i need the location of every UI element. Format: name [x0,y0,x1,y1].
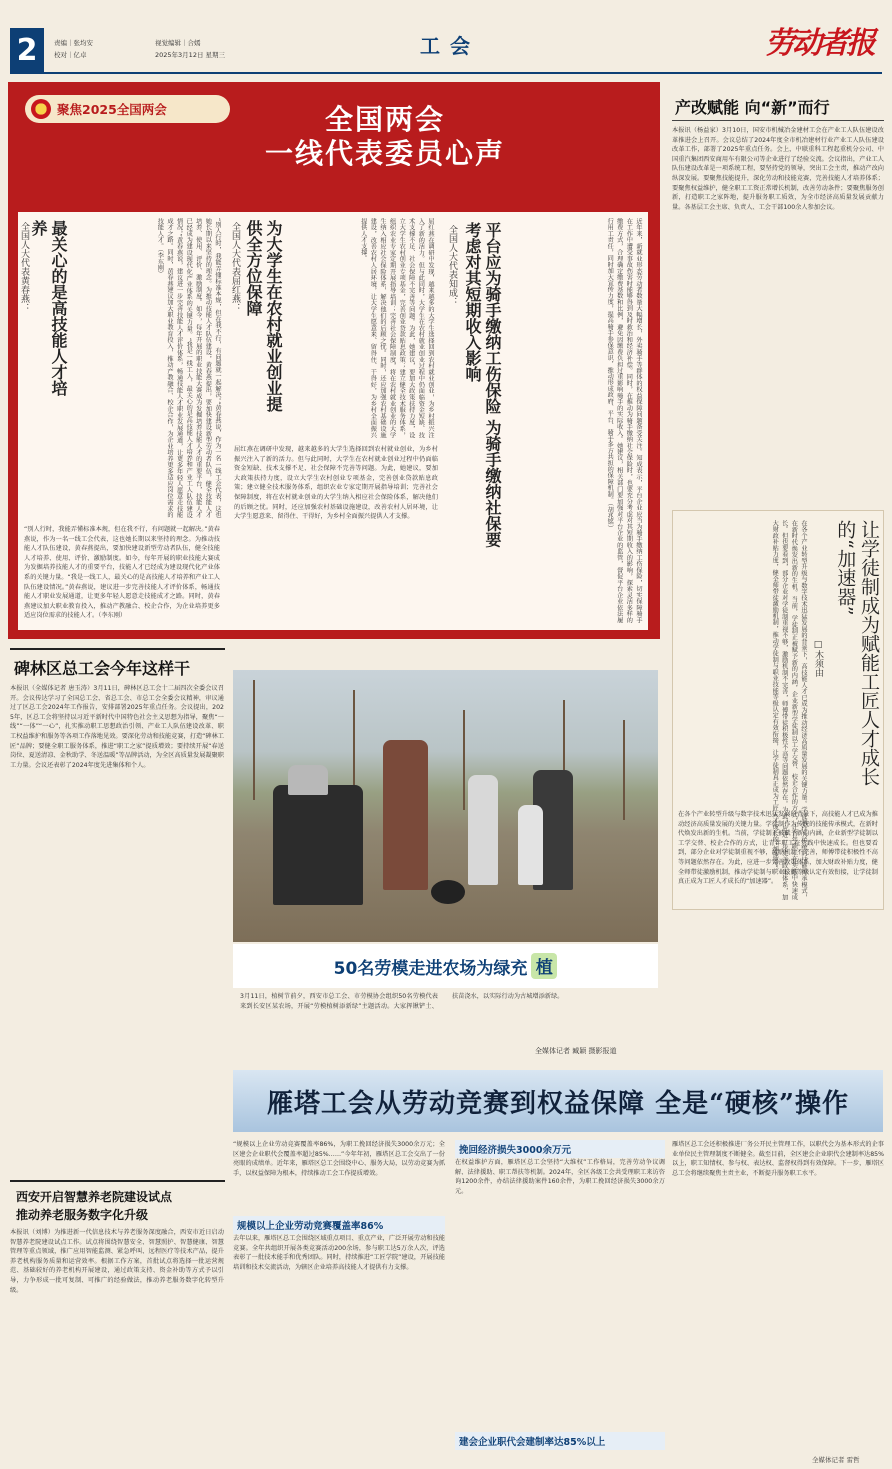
article-3-title: 平台应为骑手缴纳工伤保险 为骑手缴纳社保要考虑对其短期收入影响 [463,222,502,548]
nursing-body: 本报讯（刘博）为推进新一代信息技术与养老服务深度融合，西安市近日启动智慧养老院建设试点工作。试点将围绕智慧安全、智慧照护、智慧健康、智慧管理等重点领域，推广应用智能监测、紧急呼叫、远程医疗等技术产品，提升养老机构服务质量和运营效率。根据工作方案，首批试点将选择一批运营规范、基础较好的养老机构开展建设，通过政策支持、资金补助等方式予以引导，力争形成一批可复制、可推广的经验做法，推动养老服务数字化转型升级。 [10,1229,224,1294]
commentary-title: 让学徒制成为赋能工匠人才成长的“加速器” [834,520,880,786]
yanta-col-2: 去年以来，雁塔区总工会围绕区域重点项目、重点产业，广泛开展劳动和技能竞赛。全年共组织开展各类竞赛活动200余场，参与职工达5万余人次，评选表彰了一批技术能手和优秀团队。同时，持续推进“工匠学院”建设，开展技能培训和技术交流活动，为辖区企业培养高技能人才提供有力支撑。 [233,1235,445,1271]
article-2-body-cont: 屈红燕在调研中发现，越来越多的大学生选择回到农村就业创业，为乡村振兴注入了新的活力。但与此同时，大学生在农村就业创业过程中仍面临资金短缺、技术支撑不足、社会保障不完善等问题。为此，她建议，要加大政策扶持力度，设立大学生农村创业专项基金，完善创业贷款贴息政策；建立健全技术服务体系，组织农业专家定期开展指导培训；完善社会保障制度，将在农村就业创业的大学生纳入相应社会保险体系，解决他们的后顾之忧。同时，还应加强农村基础设施建设，改善农村人居环境，让大学生愿意来、留得住、干得好，为乡村全面振兴提供人才支撑。 [234,446,438,521]
yanta-col-1: “规模以上企业劳动竞赛覆盖率86%，为职工挽回经济损失3000余万元；全区建会企业职代会覆盖率超过85%……”今年年初，雁塔区总工会交出了一份亮眼的成绩单。近年来，雁塔区总工会围绕中心、服务大局，以劳动竞赛为抓手，以权益保障为根本，持续推动工会工作提质增效。 [233,1141,445,1177]
right-article-body: 本报讯（杨益家）3月10日，国安市机械冶金建材工会在产业工人队伍建设改革推进会上召开。会议总结了2024年度全市机冶建材行业产业工人队伍建设改革工作，部署了2025年重点任务。会上，中联重科工程起重机分公司、中国重汽集团西安商用车有限公司等企业进行了经验交流。会议指出，产业工人队伍建设改革是一项系统工程，要坚持党的领导，突出工会主责，推动产改向纵深发展。要聚焦技能提升，深化劳动和技能竞赛，完善技能人才培养体系；要聚焦权益维护，健全职工工资正常增长机制，改善劳动条件；要聚焦服务创新，打造职工之家阵地，提升服务职工质效，为全市经济高质量发展贡献力量。各基层工会主席、负责人、工会干部100余人参加会议。 [672,127,884,211]
nursing-title-1: 西安开启智慧养老院建设试点 [16,1190,173,1204]
commentary-body: 在各个产业转型升级与数字技术迅猛发展的背景下，高技能人才已成为推动经济高质量发展的关键力量。学徒制作为传统的技能传承模式，在新时代焕发出新的生机。当前，学徒制正被赋予新的内涵，企业新型学徒制以工学交替、校企合作的方式，让青年职工在实践中快速成长。但也要看到，部分企业对学徒制重视不够，激励机制不完善，师傅带徒积极性不高等问题依然存在。为此，应进一步完善政策体系，加大财政补贴力度，健全师带徒激励机制，推动学徒制与职业技能等级认定有效衔接，让学徒制真正成为工匠人才成长的“加速器”。 [771,520,807,900]
rule [10,648,225,650]
person-1-head [288,765,328,795]
yanta-subhead-3: 建会企业职代会建制率达85%以上 [455,1432,665,1450]
editor-line: 责编｜张均安 [54,39,93,47]
yanta-col-4: 雁塔区总工会还积极推进厂务公开民主管理工作，以职代会为基本形式的企事业单位民主管理制度不断健全。截至目前，全区建会企业职代会建制率达85%以上，职工知情权、参与权、表达权、监督权得到有效保障。下一步，雁塔区总工会将继续聚焦主责主业，不断提升服务职工水平。 [672,1141,884,1177]
article-2-title: 为大学生在农村就业创业提供全方位保障 [244,220,283,412]
page-number: 2 [10,28,44,72]
tree [353,690,355,800]
article-1-byline: 全国人大代表黄春燕： [19,222,29,312]
article-3-body: 近年来，新就业形态劳动者数量大幅增长，外卖骑手等群体的权益保障问题备受关注。知成表示，平台企业应当为骑手缴纳工伤保险，切实保障骑手在工作中遭受事故伤害时能够得到及时救治和经济补偿。同时，在推动为骑手缴纳社会保险时，也要充分考虑对其短期收入的影响，探索灵活多样的缴费方式，合理确定缴费基数和比例，避免因缴费负担过重影响骑手的实际收入。她建议，相关部门要加强对平台企业的监管，督促平台企业依法履行用工责任，同时加大宣传力度，提高骑手参保意识，推动形成政府、平台、骑手多方共担的保障机制。（胡兆铭） [606,218,642,623]
commentary-body-cont: 在各个产业转型升级与数字技术迅猛发展的背景下，高技能人才已成为推动经济高质量发展的关键力量。学徒制作为传统的技能传承模式，在新时代焕发出新的生机。当前，学徒制正被赋予新的内涵，企业新型学徒制以工学交替、校企合作的方式，让青年职工在实践中快速成长。但也要看到，部分企业对学徒制重视不够，激励机制不完善，师傅带徒积极性不高等问题依然存在。为此，应进一步完善政策体系，加大财政补贴力度，健全师带徒激励机制，推动学徒制与职业技能等级认定有效衔接，让学徒制真正成为工匠人才成长的“加速器”。 [678,811,878,886]
article-3-byline: 全国人大代表知成： [447,225,457,306]
photo-credit: 全媒体记者 臧颖 摄影报道 [535,1047,617,1055]
article-1-title: 最关心的是高技能人才培养 [29,220,68,396]
tree [253,680,255,800]
person-3 [468,775,498,885]
photo-caption-char: 植 [531,953,557,979]
yanta-subhead-1: 规模以上企业劳动竞赛覆盖率86% [233,1216,445,1234]
person-1 [273,785,363,905]
beilin-body: 本报讯（全媒体记者 唐玉涛）3月11日，碑林区总工会十二届四次全委会议召开。会议传达学习了全国总工会、省总工会、市总工会全委会议精神，审议通过了区总工会2024年工作报告，安排部署2025年重点任务。会议提出，2025年，区总工会将坚持以习近平新时代中国特色社会主义思想为指导，聚焦“一线”“一体”“一心”，扎实推动职工思想政治引领、产业工人队伍建设改革、职工权益维护和服务等各项工作落地见效。要深化劳动和技能竞赛，打造“碑林工匠”品牌；要健全职工服务体系，推进“职工之家”提质增效；要持续开展“春送岗位、夏送清凉、金秋助学、冬送温暖”等品牌活动，为全区高质量发展凝聚职工力量。会议还表彰了2024年度先进集体和个人。 [10,685,224,769]
date-line: 2025年3月12日 星期三 [155,51,226,59]
yanta-banner-title: 雁塔工会从劳动竞赛到权益保障 全是“硬核”操作 [267,1088,849,1119]
proof-line: 校对｜亿卓 [54,51,87,59]
tree [623,720,625,820]
yanta-col-3: 在权益维护方面，雁塔区总工会坚持“大维权”工作格局，完善劳动争议调解、法律援助、职工帮扶等机制。2024年，全区各级工会共受理职工来访咨询1200余件，办结法律援助案件160余件，为职工挽回经济损失3000余万元。 [455,1159,665,1195]
watering-can-icon [431,880,465,904]
panel-headline-2: 一线代表委员心声 [264,137,505,170]
yanta-credit: 全媒体记者 雷哲 [812,1456,860,1464]
newspaper-logo: 劳动者报 [765,26,873,61]
nursing-title-2: 推动养老服务数字化升级 [16,1208,149,1222]
person-2 [383,740,428,890]
rule [672,120,884,121]
article-1-body: “别人行时，我能弄懂标准本规，但在我不行，有问题就一起解决。”黄春燕说，作为一名一线工会代表，这也她长期以来坚持的理念。为推动技能人才队伍建设，黄春燕提出，要加快建设新型劳动者队伍，健全技能人才培养、使用、评价、激励制度。如今，每年开展的职业技能大赛成为发掘培养技能人才的重要平台，技能人才已经成为建设现代化产业体系的关键力量。“我是一线工人，最关心的是高技能人才培养和产业工人队伍建设情况。”黄春燕说，建议进一步完善技能人才评价体系，畅通技能人才职业发展通道，让更多年轻人愿意走技能成才之路。同时，黄春燕建议加大职业教育投入，推动产教融合、校企合作，为企业培养更多适应岗位需求的技能人才。（李东刚） [156,218,221,518]
rule [10,1180,225,1182]
person-5 [518,805,543,885]
header-rule [10,72,882,74]
photo-caption-text: 50名劳模走进农场为绿充 [333,958,528,979]
yanta-banner [233,1070,883,1132]
photo-description: 3月11日，植树节前夕，西安市总工会、市劳模协会组织50名劳模代表来到长安区某农场，开展“劳模植树添新绿”主题活动。大家挥锹铲土、扶苗浇水，以实际行动为古城增添新绿。 [240,993,564,1010]
topic-badge-label: 聚焦2025全国两会 [57,102,167,117]
section-title: 工会 [420,34,480,58]
topic-badge [25,95,230,123]
right-article-title: 产改赋能 向“新”而行 [675,98,830,117]
yanta-subhead-2: 挽回经济损失3000余万元 [455,1140,665,1158]
photo-caption-banner [233,944,658,988]
emblem-icon [31,99,51,119]
visual-editor-line: 视觉编辑｜合嫣 [155,39,201,47]
tree-planting-photo [233,670,658,942]
beilin-title: 碑林区总工会今年这样干 [14,659,191,678]
panel-headline-1: 全国两会 [324,103,445,136]
commentary-byline: □木须由 [813,640,823,677]
article-2-byline: 全国人大代表屈红燕： [230,222,240,312]
tree [463,710,465,810]
article-2-body: 屈红燕在调研中发现，越来越多的大学生选择回到农村就业创业，为乡村振兴注入了新的活力。但与此同时，大学生在农村就业创业过程中仍面临资金短缺、技术支撑不足、社会保障不完善等问题。为此，她建议，要加大政策扶持力度，设立大学生农村创业专项基金，完善创业贷款贴息政策；建立健全技术服务体系，组织农业专家定期开展指导培训；完善社会保障制度，将在农村就业创业的大学生纳入相应社会保险体系，解决他们的后顾之忧。同时，还应加强农村基础设施建设，改善农村人居环境，让大学生愿意来、留得住、干得好，为乡村全面振兴提供人才支撑。 [359,218,434,438]
article-1-body-cont: “别人行时，我能弄懂标准本规，但在我不行，有问题就一起解决。”黄春燕说，作为一名一线工会代表，这也她长期以来坚持的理念。为推动技能人才队伍建设，黄春燕提出，要加快建设新型劳动者队伍，健全技能人才培养、使用、评价、激励制度。如今，每年开展的职业技能大赛成为发掘培养技能人才的重要平台，技能人才已经成为建设现代化产业体系的关键力量。“我是一线工人，最关心的是高技能人才培养和产业工人队伍建设情况。”黄春燕说，建议进一步完善技能人才评价体系，畅通技能人才职业发展通道，让更多年轻人愿意走技能成才之路。同时，黄春燕建议加大职业教育投入，推动产教融合、校企合作，为企业培养更多适应岗位需求的技能人才。（李东刚） [24,526,220,620]
